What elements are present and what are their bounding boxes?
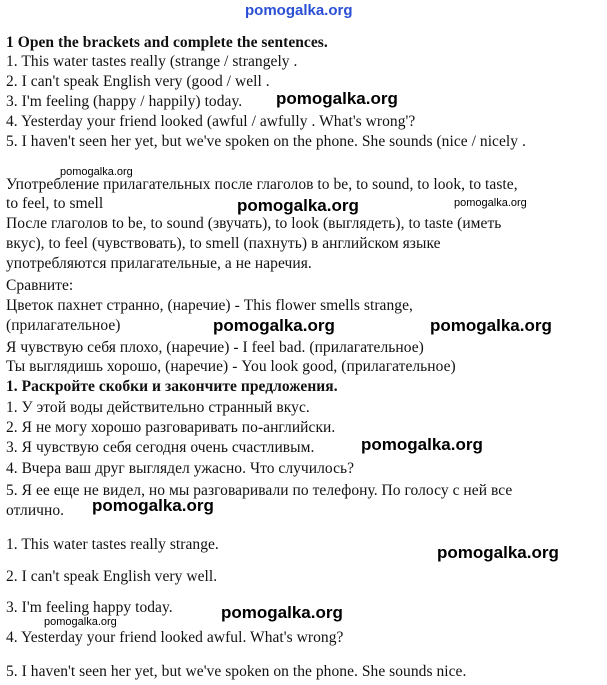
task-item-2: 2. I can't speak English very (good / well . — [6, 73, 270, 90]
explanation-example-3: Ты выглядишь хорошо, (наречие) - You look good, (прилагательное) — [6, 358, 456, 375]
watermark: pomogalka.org — [437, 543, 559, 562]
explanation-line-1: Употребление прилагательных после глаголов to be, to sound, to look, to taste, — [6, 176, 518, 193]
watermark-small: pomogalka.org — [454, 197, 527, 209]
explanation-line-3: После глаголов to be, to sound (звучать), to look (выглядеть), to taste (иметь — [6, 215, 502, 232]
translation-line-6: отлично. — [6, 502, 65, 519]
watermark: pomogalka.org — [92, 496, 214, 515]
explanation-line-4: вкус), to feel (чувствовать), to smell (пахнуть) в английском языке — [6, 235, 441, 252]
explanation-example-1: Цветок пахнет странно, (наречие) - This flower smells strange, — [6, 297, 413, 314]
watermark: pomogalka.org — [237, 196, 359, 215]
explanation-compare: Сравните: — [6, 277, 74, 294]
task-item-5: 5. I haven't seen her yet, but we've spoken on the phone. She sounds (nice / nicely . — [6, 133, 526, 150]
watermark: pomogalka.org — [361, 435, 483, 454]
task-title: 1 Open the brackets and complete the sentences. — [6, 34, 328, 51]
answer-2: 2. I can't speak English very well. — [6, 568, 218, 585]
task-item-1: 1. This water tastes really (strange / strangely . — [6, 53, 298, 70]
translation-line-1: 1. У этой воды действительно странный вкус. — [6, 399, 310, 416]
answer-4: 4. Yesterday your friend looked awful. What's wrong? — [6, 629, 344, 646]
translation-title: 1. Раскройте скобки и закончите предложения. — [6, 378, 338, 395]
answer-5: 5. I haven't seen her yet, but we've spoken on the phone. She sounds nice. — [6, 663, 467, 680]
explanation-line-2: to feel, to smell — [6, 195, 104, 212]
watermark: pomogalka.org — [213, 316, 335, 335]
answer-1: 1. This water tastes really strange. — [6, 536, 219, 553]
translation-line-5: 5. Я ее еще не видел, но мы разговаривали по телефону. По голосу с ней все — [6, 482, 513, 499]
task-item-4: 4. Yesterday your friend looked (awful / awfully . What's wrong'? — [6, 113, 416, 130]
explanation-example-1-cont: (прилагательное) — [6, 317, 121, 334]
watermark-small: pomogalka.org — [60, 166, 133, 178]
task-item-3: 3. I'm feeling (happy / happily) today. — [6, 93, 243, 110]
translation-line-4: 4. Вчера ваш друг выглядел ужасно. Что случилось? — [6, 460, 355, 477]
watermark: pomogalka.org — [430, 316, 552, 335]
answer-3: 3. I'm feeling happy today. — [6, 599, 173, 616]
explanation-line-5: употребляются прилагательные, а не наречия. — [6, 255, 312, 272]
watermark: pomogalka.org — [221, 603, 343, 622]
explanation-example-2: Я чувствую себя плохо, (наречие) - I feel bad. (прилагательное) — [6, 339, 424, 356]
watermark-small: pomogalka.org — [44, 616, 117, 628]
translation-line-3: 3. Я чувствую себя сегодня очень счастливым. — [6, 439, 315, 456]
translation-line-2: 2. Я не могу хорошо разговаривать по-английски. — [6, 419, 336, 436]
watermark-top: pomogalka.org — [245, 2, 353, 19]
watermark: pomogalka.org — [276, 89, 398, 108]
